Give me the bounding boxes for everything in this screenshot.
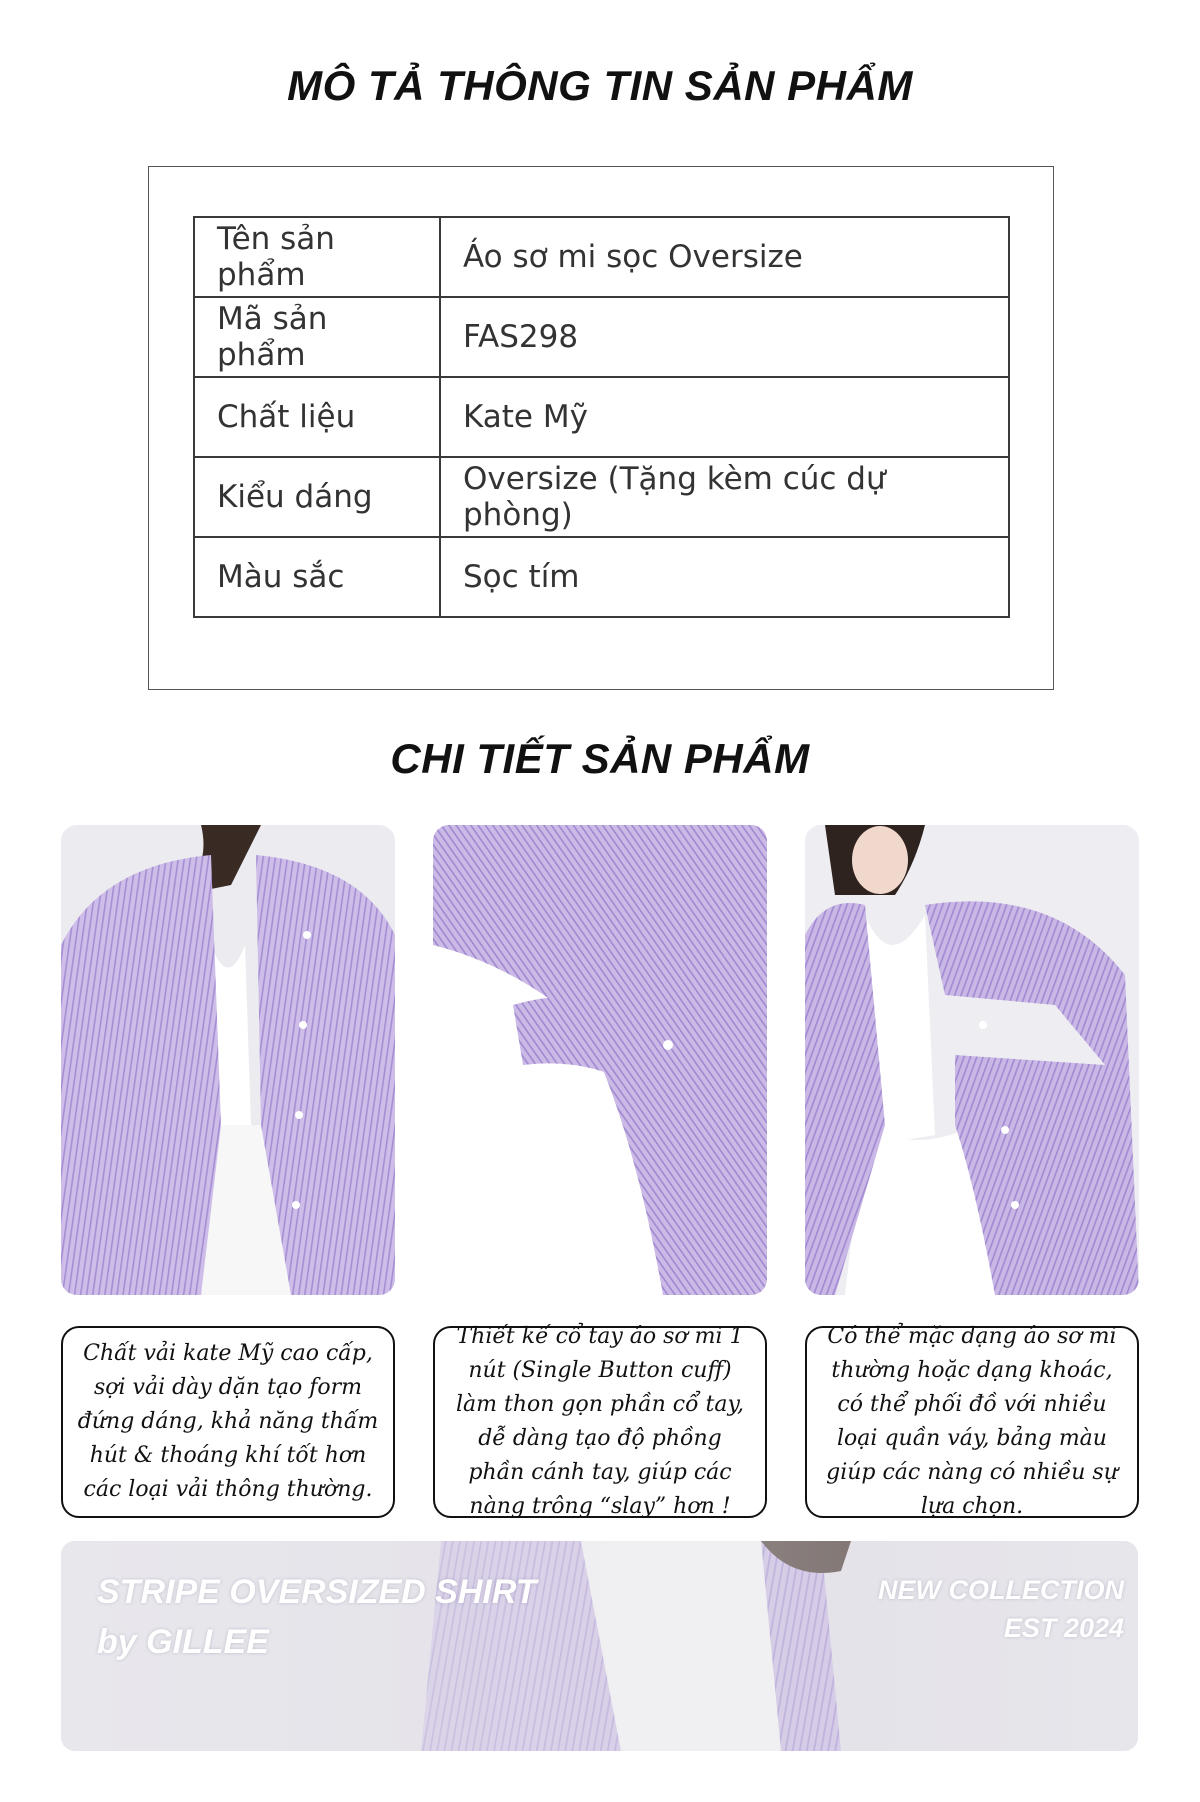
spec-label: Kiểu dáng	[194, 457, 440, 537]
banner-brand: by GILLEE	[97, 1623, 269, 1661]
banner-est: EST 2024	[1003, 1613, 1124, 1643]
spec-card	[148, 166, 1054, 690]
spec-table	[193, 216, 1010, 618]
banner-collection: NEW COLLECTION	[878, 1575, 1124, 1605]
collection-banner	[61, 1541, 1138, 1751]
spec-label: Mã sản phẩm	[194, 297, 440, 377]
spec-label: Màu sắc	[194, 537, 440, 617]
banner-title: STRIPE OVERSIZED SHIRT	[97, 1573, 537, 1611]
spec-value: Sọc tím	[440, 537, 1009, 617]
info-section-title: MÔ TẢ THÔNG TIN SẢN PHẨM	[287, 62, 913, 109]
table-row	[194, 297, 1009, 377]
caption-fabric: Chất vải kate Mỹ cao cấp, sợi vải dày dặn tạo form đứng dáng, khả năng thấm hút & thoáng khí tốt hơn các loại vải thông thường.	[61, 1326, 395, 1518]
spec-value: Kate Mỹ	[440, 377, 1009, 457]
table-row	[194, 457, 1009, 537]
table-row	[194, 537, 1009, 617]
caption-styling: Có thể mặc dạng áo sơ mi thường hoặc dạng khoác, có thể phối đồ với nhiều loại quần váy, bảng màu giúp các nàng có nhiều sự lựa chọn.	[805, 1326, 1139, 1518]
spec-value: Oversize (Tặng kèm cúc dự phòng)	[440, 457, 1009, 537]
table-row	[194, 217, 1009, 297]
caption-cuff: Thiết kế cổ tay áo sơ mi 1 nút (Single Button cuff) làm thon gọn phần cổ tay, dễ dàng tạo độ phồng phần cánh tay, giúp các nàng trông “slay” hơn !	[433, 1326, 767, 1518]
spec-label: Chất liệu	[194, 377, 440, 457]
spec-label: Tên sản phẩm	[194, 217, 440, 297]
spec-value: FAS298	[440, 297, 1009, 377]
table-row	[194, 377, 1009, 457]
product-photo-front	[61, 825, 395, 1295]
product-photo-model	[805, 825, 1139, 1295]
product-photo-cuff	[433, 825, 767, 1295]
detail-section-title: CHI TIẾT SẢN PHẨM	[390, 735, 810, 782]
spec-value: Áo sơ mi sọc Oversize	[440, 217, 1009, 297]
